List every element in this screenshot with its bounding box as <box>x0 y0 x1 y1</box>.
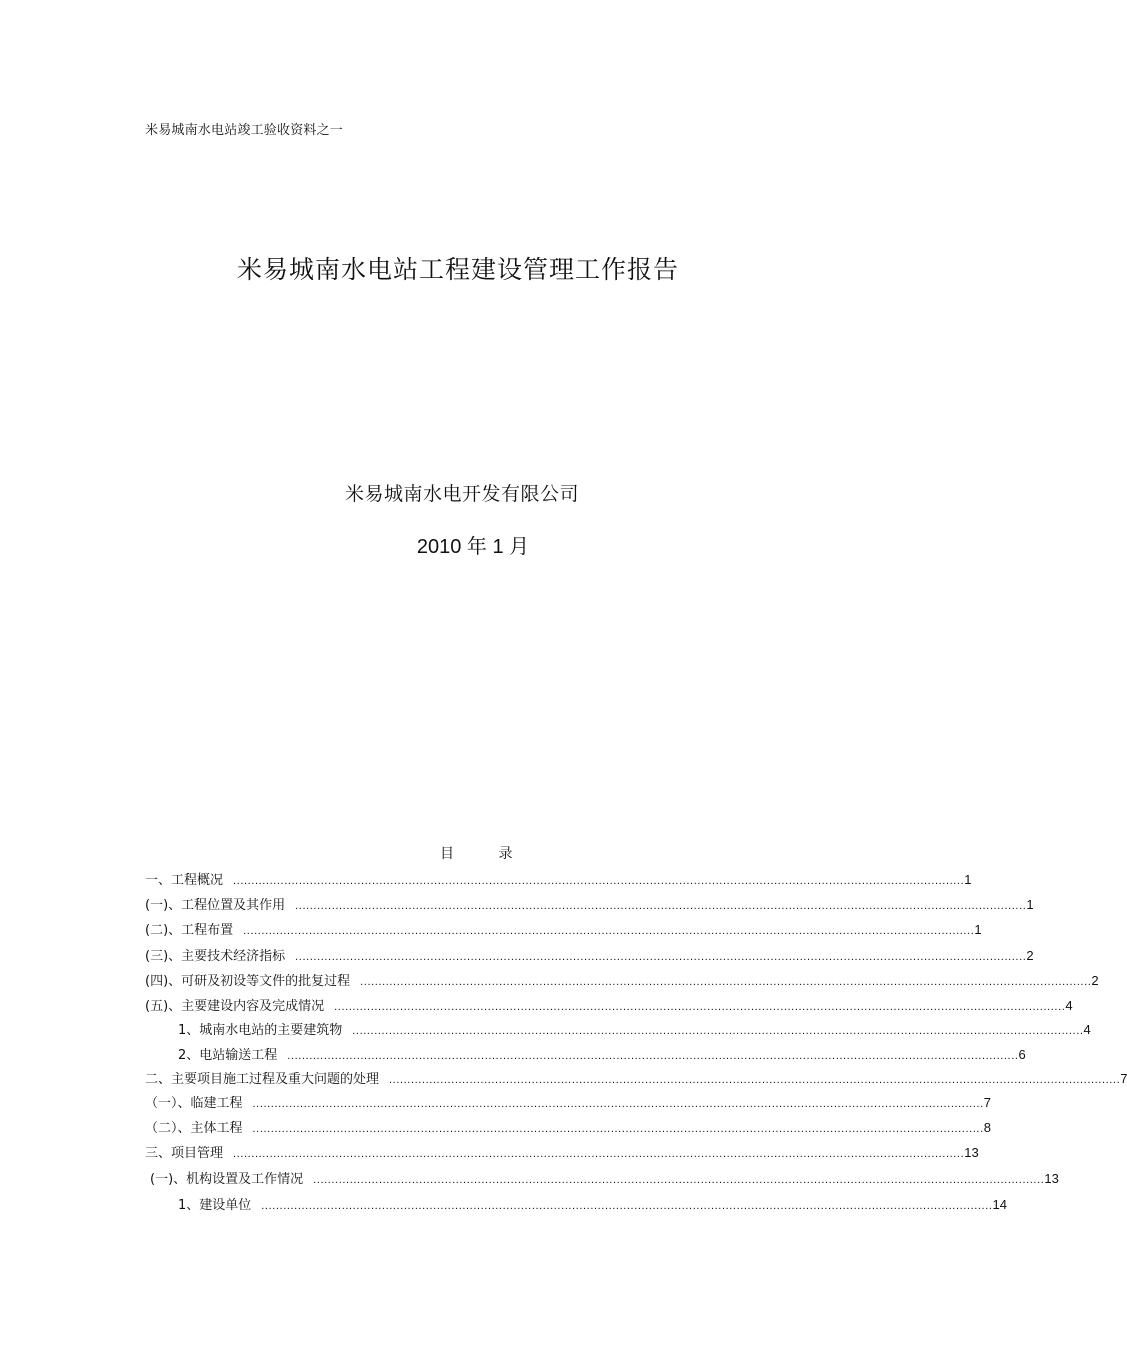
toc-leader-dots: ........................................................................................................................................................................................................ <box>233 875 965 887</box>
toc-entry-page: 7 <box>1120 1071 1127 1086</box>
toc-entry[interactable] <box>178 1019 1091 1039</box>
toc-heading: 目 录 <box>440 846 513 862</box>
toc-entry-page: 2 <box>1026 948 1034 963</box>
toc-leader-dots: ........................................................................................................................................................................................................ <box>313 1174 1045 1186</box>
toc-entry-page: 6 <box>1018 1047 1026 1062</box>
toc-leader-dots: ........................................................................................................................................................................................................ <box>295 951 1027 963</box>
toc-leader-dots: ........................................................................................................................................................................................................ <box>287 1050 1019 1062</box>
toc-entry-page: 4 <box>1065 998 1073 1013</box>
toc-entry-label: 一、工程概况 <box>145 873 224 888</box>
toc-entry[interactable] <box>145 1117 991 1137</box>
toc-leader-dots: ........................................................................................................................................................................................................ <box>233 1148 965 1160</box>
toc-entry[interactable] <box>178 1194 1007 1214</box>
toc-leader-dots: ........................................................................................................................................................................................................ <box>352 1025 1084 1037</box>
toc-entry[interactable] <box>145 945 1034 965</box>
toc-entry[interactable] <box>150 1168 1059 1188</box>
toc-entry[interactable] <box>145 970 1099 990</box>
toc-leader-dots: ........................................................................................................................................................................................................ <box>252 1098 984 1110</box>
toc-entry[interactable] <box>145 995 1073 1015</box>
toc-entry-label: (一)、工程位置及其作用 <box>145 898 286 913</box>
toc-entry[interactable] <box>145 1068 1127 1088</box>
toc-entry-label: 2、电站输送工程 <box>178 1048 278 1063</box>
toc-entry-page: 1 <box>974 922 982 937</box>
toc-entry[interactable] <box>178 1044 1026 1064</box>
document-title: 米易城南水电站工程建设管理工作报告 <box>236 255 679 284</box>
toc-entry[interactable] <box>145 894 1034 914</box>
company-name: 米易城南水电开发有限公司 <box>344 483 579 505</box>
toc-entry-label: 1、城南水电站的主要建筑物 <box>178 1023 343 1038</box>
toc-entry-page: 14 <box>992 1197 1007 1212</box>
toc-entry-page: 7 <box>983 1095 991 1110</box>
toc-entry[interactable] <box>145 869 972 889</box>
toc-leader-dots: ........................................................................................................................................................................................................ <box>334 1001 1066 1013</box>
toc-entry-label: (二)、工程布置 <box>145 923 234 938</box>
toc-entry-page: 4 <box>1083 1022 1091 1037</box>
toc-leader-dots: ........................................................................................................................................................................................................ <box>295 900 1027 912</box>
toc-entry-label: (五)、主要建设内容及完成情况 <box>145 999 325 1014</box>
toc-entry-page: 1 <box>1026 897 1034 912</box>
toc-leader-dots: ........................................................................................................................................................................................................ <box>243 925 975 937</box>
toc-leader-dots: ........................................................................................................................................................................................................ <box>252 1123 984 1135</box>
toc-entry[interactable] <box>145 1142 979 1162</box>
toc-entry-label: (三)、主要技术经济指标 <box>145 949 286 964</box>
toc-entry-page: 2 <box>1091 973 1099 988</box>
toc-entry-label: （二）、主体工程 <box>145 1121 243 1136</box>
toc-entry-page: 1 <box>964 872 972 887</box>
toc-entry-label: 二、主要项目施工过程及重大问题的处理 <box>145 1072 380 1087</box>
toc-leader-dots: ........................................................................................................................................................................................................ <box>389 1074 1121 1086</box>
toc-entry-label: (一)、机构设置及工作情况 <box>150 1172 304 1187</box>
toc-entry[interactable] <box>145 1092 991 1112</box>
toc-entry-page: 13 <box>1044 1171 1059 1186</box>
header-note: 米易城南水电站竣工验收资料之一 <box>145 123 344 138</box>
toc-leader-dots: ........................................................................................................................................................................................................ <box>360 976 1092 988</box>
toc-entry-page: 8 <box>983 1120 991 1135</box>
toc-entry-label: 1、建设单位 <box>178 1198 252 1213</box>
toc-entry[interactable] <box>145 919 982 939</box>
document-date: 2010 年 1 月 <box>416 536 530 558</box>
toc-entry-label: 三、项目管理 <box>145 1146 224 1161</box>
toc-entry-page: 13 <box>964 1145 979 1160</box>
toc-entry-label: (四)、可研及初设等文件的批复过程 <box>145 974 351 989</box>
toc-entry-label: （一）、临建工程 <box>145 1096 243 1111</box>
toc-leader-dots: ........................................................................................................................................................................................................ <box>261 1200 993 1212</box>
